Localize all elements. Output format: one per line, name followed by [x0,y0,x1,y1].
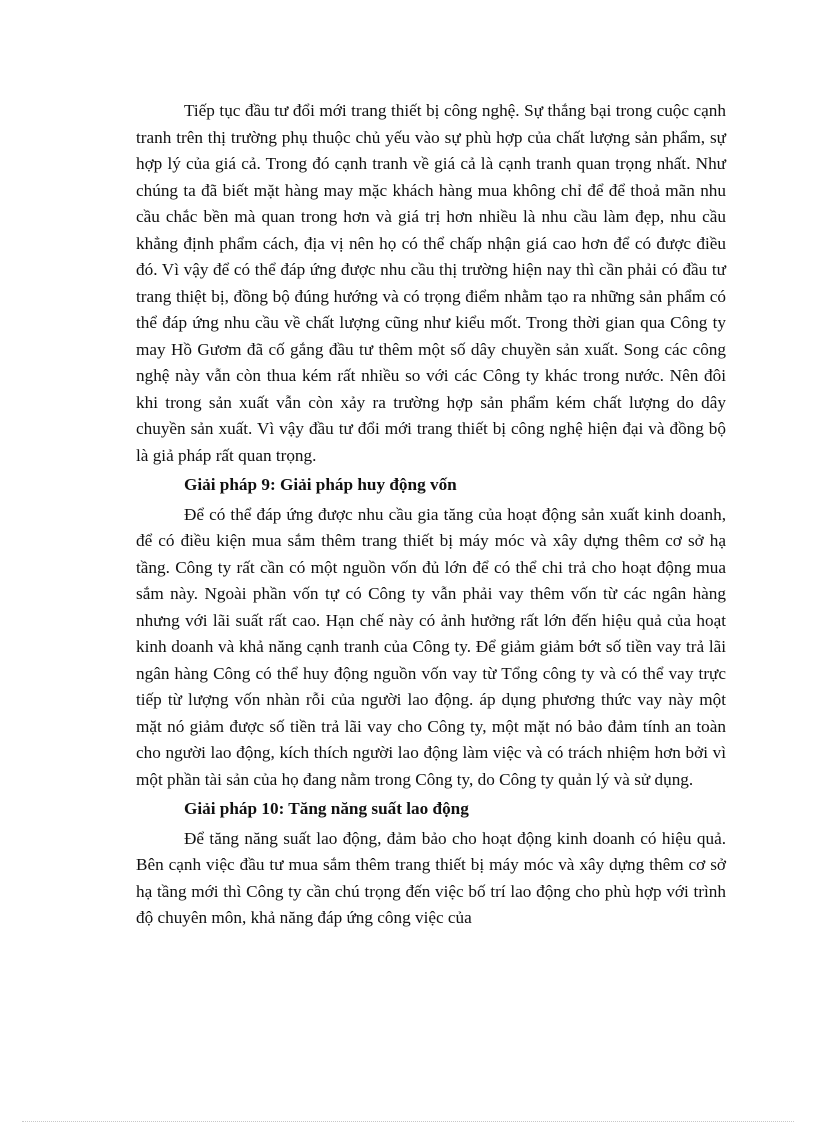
heading-solution-9: Giải pháp 9: Giải pháp huy động vốn [184,475,457,494]
page-bottom-divider [22,1121,794,1122]
document-page [136,98,726,932]
paragraph-labor-productivity: Để tăng năng suất lao động, đảm bảo cho hoạt động kinh doanh có hiệu quả. Bên cạnh việc đầu tư mua sắm thêm trang thiết bị máy móc và xây dựng thêm cơ sở hạ tầng mới thì Công ty cần chú trọng đến việc bố trí lao động cho phù hợp với trình độ chuyên môn, khả năng đáp ứng công việc của [136,828,726,927]
paragraph-capital-mobilization: Để có thể đáp ứng được nhu cầu gia tăng của hoạt động sản xuất kinh doanh, để có điều kiện mua sắm thêm trang thiết bị máy móc và xây dựng thêm cơ sở hạ tầng. Công ty rất cần có một nguồn vốn đủ lớn để có thể chi trả cho hoạt động mua sắm này. Ngoài phần vốn tự có Công ty vẫn phải vay thêm vốn từ các ngân hàng nhưng với lãi suất rất cao. Hạn chế này có ảnh hưởng rất lớn đến hiệu quả của hoạt kinh doanh và khả năng cạnh tranh của Công ty. Để giảm giảm bớt số tiền vay trả lãi ngân hàng Công có thể huy động nguồn vốn vay từ Tổng công ty và có thể vay trực tiếp từ lượng vốn nhàn rỗi của người lao động. áp dụng phương thức vay này một mặt nó giảm được số tiền trả lãi vay cho Công ty, một mặt nó bảo đảm tính an toàn cho người lao động, kích thích người lao động làm việc và có trách nhiệm hơn bởi vì một phần tài sản của họ đang nằm trong Công ty, do Công ty quản lý và sử dụng. [136,504,726,789]
paragraph-technology-investment: Tiếp tục đầu tư đổi mới trang thiết bị công nghệ. Sự thắng bại trong cuộc cạnh tranh trên thị trường phụ thuộc chủ yếu vào sự phù hợp của chất lượng sản phẩm, sự hợp lý của giá cả. Trong đó cạnh tranh về giá cả là cạnh tranh quan trọng nhất. Như chúng ta đã biết mặt hàng may mặc khách hàng mua không chỉ để để thoả mãn nhu cầu chắc bền mà quan trong hơn và giá trị hơn nhiều là nhu cầu làm đẹp, nhu cầu khẳng định phẩm cách, địa vị nên họ có thể chấp nhận giá cao hơn để có được điều đó. Vì vậy để có thể đáp ứng được nhu cầu thị trường hiện nay thì cần phải có đầu tư trang thiệt bị, đồng bộ đúng hướng và có trọng điểm nhằm tạo ra những sản phẩm có thể đáp ứng nhu cầu về chất lượng cũng như kiểu mốt. Trong thời gian qua Công ty may Hồ Gươm đã cố gắng đầu tư thêm một số dây chuyền sản xuất. Song các công nghệ này vẫn còn thua kém rất nhiều so với các Công ty khác trong nước. Nên đôi khi trong sản xuất vẫn còn xảy ra trường hợp sản phẩm kém chất lượng do dây chuyền sản xuất. Vì vậy đầu tư đổi mới trang thiết bị công nghệ hiện đại và đồng bộ là giả pháp rất quan trọng. [136,101,726,465]
heading-solution-10: Giải pháp 10: Tăng năng suất lao động [184,799,469,818]
